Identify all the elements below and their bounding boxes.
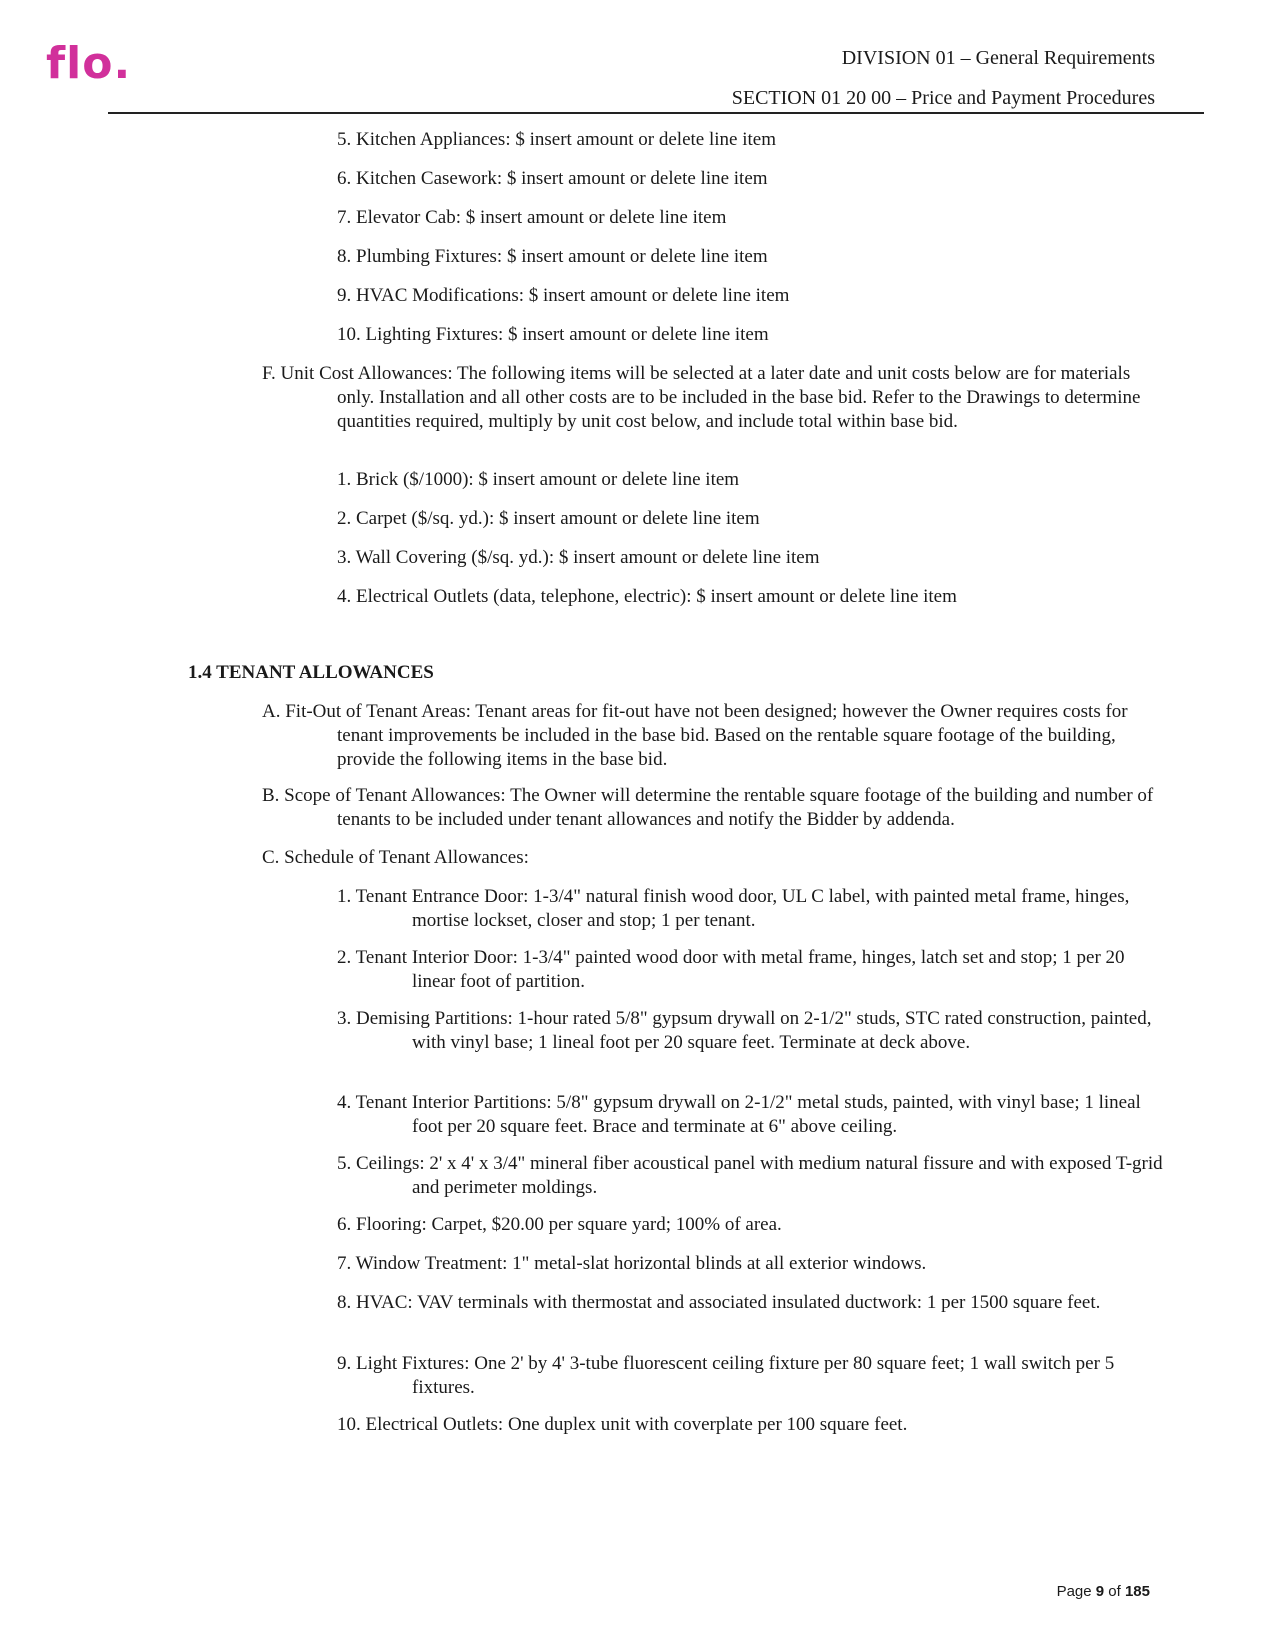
current-page: 9: [1095, 1583, 1105, 1600]
total-pages: 185: [1124, 1583, 1150, 1600]
paragraph-a: [262, 700, 1162, 772]
paragraph-b: [262, 784, 1162, 832]
section-header: SECTION 01 20 00 – Price and Payment Procedures: [731, 87, 1155, 109]
allowance-item: 8. Plumbing Fixtures: $ insert amount or delete line item: [337, 246, 768, 267]
division-header: DIVISION 01 – General Requirements: [841, 47, 1155, 69]
flo-logo: flo.: [46, 38, 132, 89]
paragraph-c: [262, 846, 1162, 870]
section-heading: 1.4 TENANT ALLOWANCES: [188, 662, 434, 683]
allowance-item: 10. Lighting Fixtures: $ insert amount or delete line item: [337, 324, 769, 345]
header-rule: [108, 112, 1204, 114]
unit-cost-item: 2. Carpet ($/sq. yd.): $ insert amount or delete line item: [337, 508, 760, 529]
schedule-item: 1. Tenant Entrance Door: 1-3/4" natural finish wood door, UL C label, with painted metal frame, hinges, mortise lockset, closer and stop; 1 per tenant.: [337, 886, 1130, 931]
unit-cost-item: 3. Wall Covering ($/sq. yd.): $ insert amount or delete line item: [337, 547, 820, 568]
schedule-item: 5. Ceilings: 2' x 4' x 3/4" mineral fiber acoustical panel with medium natural fissure and with exposed T-grid and perimeter moldings.: [337, 1153, 1163, 1198]
schedule-item: 3. Demising Partitions: 1-hour rated 5/8" gypsum drywall on 2-1/2" studs, STC rated construction, painted, with vinyl base; 1 lineal foot per 20 square feet. Terminate at deck above.: [337, 1008, 1152, 1053]
unit-cost-text: F. Unit Cost Allowances: The following items will be selected at a later date and unit costs below are for materials only. Installation and all other costs are to be included in the base bid. Refer to the Drawings to determine quantities required, multiply by unit cost below, and include total within base bid.: [262, 363, 1141, 432]
paragraph-a-text: A. Fit-Out of Tenant Areas: Tenant areas for fit-out have not been designed; however the Owner requires costs for tenant improvements be included in the base bid. Based on the rentable square footage of the building, provide the following items in the base bid.: [262, 701, 1128, 770]
allowance-item: 9. HVAC Modifications: $ insert amount or delete line item: [337, 285, 790, 306]
allowance-item: 7. Elevator Cab: $ insert amount or delete line item: [337, 207, 727, 228]
schedule-item: 4. Tenant Interior Partitions: 5/8" gypsum drywall on 2-1/2" metal studs, painted, with vinyl base; 1 lineal foot per 20 square feet. Brace and terminate at 6" above ceiling.: [337, 1092, 1141, 1137]
schedule-item: 6. Flooring: Carpet, $20.00 per square yard; 100% of area.: [337, 1214, 782, 1235]
allowance-item: 5. Kitchen Appliances: $ insert amount or delete line item: [337, 129, 776, 150]
schedule-item: 7. Window Treatment: 1" metal-slat horizontal blinds at all exterior windows.: [337, 1253, 927, 1274]
schedule-item: 2. Tenant Interior Door: 1-3/4" painted wood door with metal frame, hinges, latch set and stop; 1 per 20 linear foot of partition.: [337, 947, 1125, 992]
unit-cost-item: 4. Electrical Outlets (data, telephone, electric): $ insert amount or delete line item: [337, 586, 957, 607]
allowance-item: 6. Kitchen Casework: $ insert amount or delete line item: [337, 168, 768, 189]
page-label: Page: [1056, 1583, 1096, 1600]
paragraph-b-text: B. Scope of Tenant Allowances: The Owner will determine the rentable square footage of the building and number of tenants to be included under tenant allowances and notify the Bidder by addenda.: [262, 785, 1154, 830]
schedule-item: 8. HVAC: VAV terminals with thermostat and associated insulated ductwork: 1 per 1500 square feet.: [337, 1292, 1101, 1313]
page-of: of: [1104, 1583, 1125, 1600]
unit-cost-paragraph: [262, 362, 1162, 434]
schedule-item: 9. Light Fixtures: One 2' by 4' 3-tube fluorescent ceiling fixture per 80 square feet; 1 wall switch per 5 fixtures.: [337, 1353, 1115, 1398]
page-number: [1057, 1580, 1150, 1604]
unit-cost-item: 1. Brick ($/1000): $ insert amount or delete line item: [337, 469, 740, 490]
schedule-item: 10. Electrical Outlets: One duplex unit with coverplate per 100 square feet.: [337, 1414, 908, 1435]
paragraph-c-text: C. Schedule of Tenant Allowances:: [262, 847, 529, 868]
